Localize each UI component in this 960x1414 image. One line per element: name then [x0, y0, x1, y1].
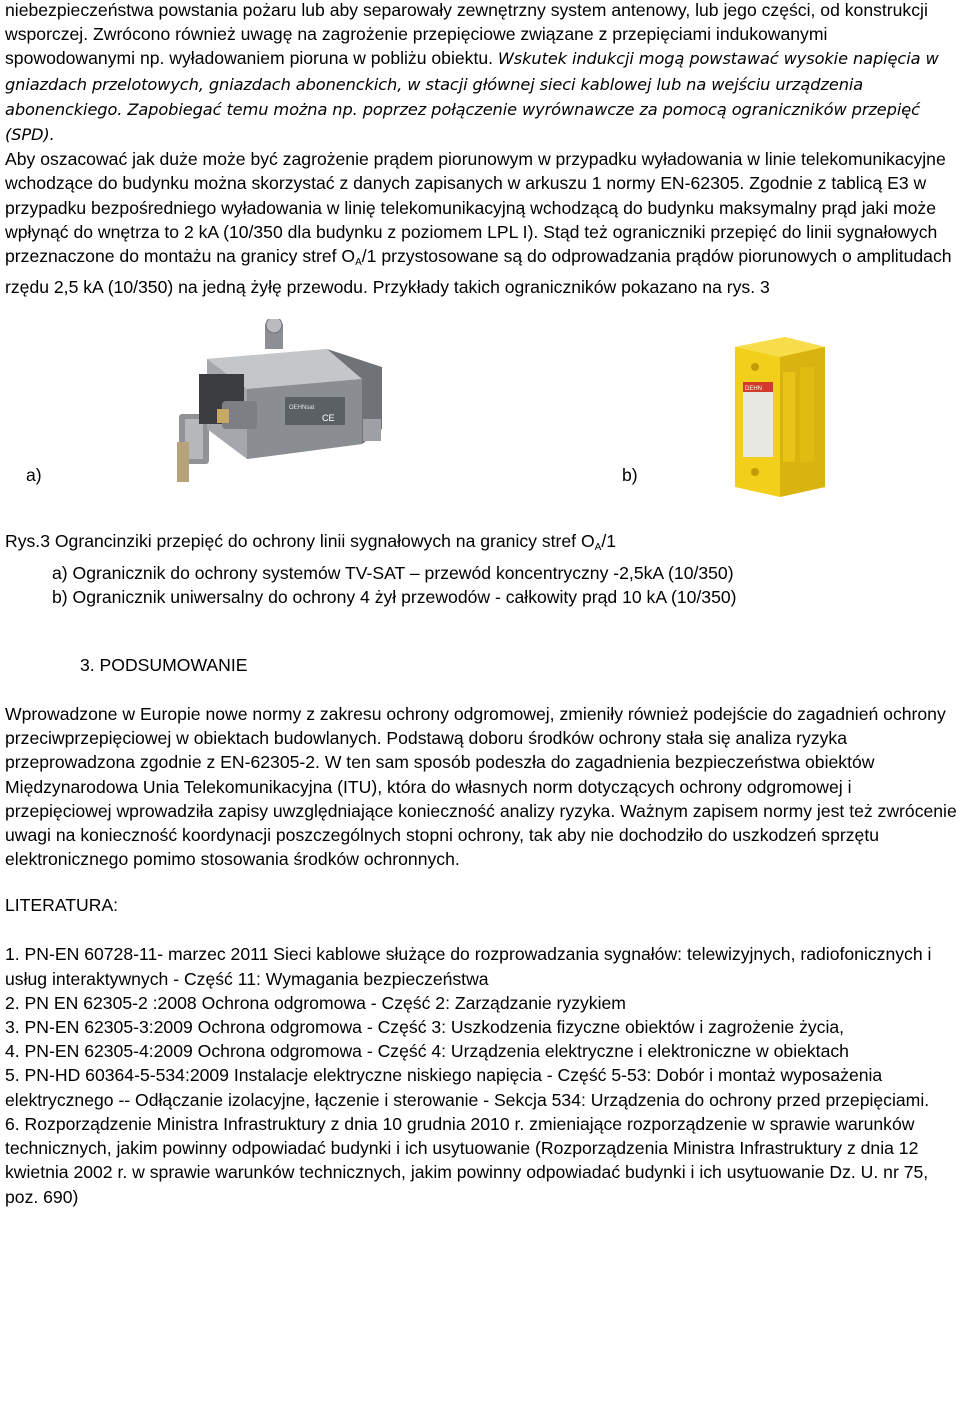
literature-item: 3. PN-EN 62305-3:2009 Ochrona odgromowa - Część 3: Uszkodzenia fizyczne obiektów i zagrożenie życia, — [5, 1017, 845, 1038]
caption-subscript: A — [594, 542, 602, 554]
tv-sat-surge-arrester-photo — [177, 319, 387, 494]
intro-paragraph — [5, 0, 957, 147]
paragraph-lightning-current — [5, 147, 957, 299]
literature-item: 4. PN-EN 62305-4:2009 Ochrona odgromowa - Część 4: Urządzenia elektryczne i elektroniczne w obiektach — [5, 1041, 849, 1062]
document-page — [5, 0, 957, 1209]
intro-italic-text: Wskutek indukcji mogą powstawać wysokie napięcia w gniazdach przelotowych, gniazdach abonenckich, w stacji głównej sieci kablowej lub na wejściu urządzenia abonenckiego. Zapobiegać temu można np. poprzez połączenie wyrównawcze za pomocą ograniczników przepięć (SPD). — [5, 49, 939, 145]
universal-surge-arrester-photo — [725, 327, 840, 497]
literature-item: 1. PN-EN 60728-11- marzec 2011 Sieci kablowe służące do rozprowadzania sygnałów: telewizyjnych, radiofonicznych i usług interaktywnych - Część 11: Wymagania bezpieczeństwa — [5, 944, 932, 989]
literature-list — [5, 942, 957, 1208]
caption-main-text-1: Rys.3 Ograncinziki przepięć do ochrony linii sygnałowych na granicy stref O — [5, 531, 595, 552]
caption-item-b: b) Ogranicznik uniwersalny do ochrony 4 żył przewodów - całkowity prąd 10 kA (10/350) — [52, 586, 737, 607]
summary-heading: 3. PODSUMOWANIE — [80, 655, 248, 676]
caption-item-a: a) Ogranicznik do ochrony systemów TV-SAT – przewód koncentryczny -2,5kA (10/350) — [52, 562, 734, 583]
literature-item: 5. PN-HD 60364-5-534:2009 Instalacje elektryczne niskiego napięcia - Część 5-53: Dobór i montaż wyposażenia elektrycznego -- Odłączanie izolacyjne, łączenie i sterowanie - Sekcja 534: Urządzenia do ochrony przed przepięciami. — [5, 1065, 930, 1110]
zone-subscript: A — [355, 257, 362, 269]
literature-item: 2. PN EN 62305-2 :2008 Ochrona odgromowa - Część 2: Zarządzanie ryzykiem — [5, 992, 626, 1013]
paragraph-lightning-text-1: Aby oszacować jak duże może być zagrożenie prądem piorunowym w przypadku wyładowania w linie telekomunikacyjne wchodzące do budynku można skorzystać z danych zapisanych w arkuszu 1 normy EN-62305. Zgodnie z tablicą E3 w przypadku bezpośredniego wyładowania w linię telekomunikacyjną wchodzącą do budynku maksymalny prąd jaki może wpłynąć do wnętrza to 2 kA (10/350 dla budynku z poziomem LPL I). Stąd też ograniczniki przepięć do linii sygnałowych przeznaczone do montażu na granicy stref O — [5, 149, 946, 267]
device-a-ce-mark: CE — [322, 413, 335, 424]
figure-label-a: a) — [26, 465, 42, 486]
paragraph-lightning-text-2: /1 przystosowane są do odprowadzania prądów piorunowych o amplitudach rzędu 2,5 kA (10/350) na jedną żyłę przewodu. Przykłady takich ograniczników pokazano na rys. 3 — [5, 246, 952, 298]
device-a-brand-text: OEHNsat — [289, 405, 315, 412]
figure-caption — [5, 529, 957, 609]
literature-heading: LITERATURA: — [5, 895, 119, 916]
device-b-brand-text: DEHN — [745, 386, 763, 393]
figure-label-b: b) — [622, 465, 638, 486]
caption-main-text-2: /1 — [601, 531, 617, 552]
intro-text: niebezpieczeństwa powstania pożaru lub aby separowały zewnętrzny system antenowy, lub jego części, od konstrukcji wsporczej. Zwrócono również uwagę na zagrożenie przepięciowe związane z przepięciami indukowanymi spowodowanymi np. wyładowaniem pioruna w pobliżu obiektu. — [5, 0, 928, 69]
literature-item: 6. Rozporządzenie Ministra Infrastruktury z dnia 10 grudnia 2010 r. zmieniające rozporządzenie w sprawie warunków technicznych, jakim powinny odpowiadać budynki i ich usytuowanie (Rozporządzenia Ministra Infrastruktury z dnia 12 kwietnia 2002 r. w sprawie warunków technicznych, jakim powinny odpowiadać budynki i ich usytuowanie Dz. U. nr 75, poz. 690) — [5, 1113, 929, 1207]
figure-3 — [5, 319, 957, 529]
summary-paragraph: Wprowadzone w Europie nowe normy z zakresu ochrony odgromowej, zmieniły również podejście do zagadnień ochrony przeciwprzepięciowej w obiektach budowlanych. Podstawą doboru środków ochrony stała się analiza ryzyka przeprowadzona zgodnie z EN-62305-2. W ten sam sposób podeszła do zagadnienia bezpieczeństwa obiektów Międzynarodowa Unia Telekomunikacyjna (ITU), która do własnych norm dotyczących ochrony odgromowej i przepięciowej wprowadziła zapisy uwzględniające konieczność analizy ryzyka. Ważnym zapisem normy jest też zwrócenie uwagi na konieczność koordynacji poszczególnych stopni ochrony, tak aby nie dochodziło do uszkodzeń sprzętu elektronicznego pomimo stosowania środków ochronnych. — [5, 704, 957, 870]
caption-main — [5, 529, 957, 560]
